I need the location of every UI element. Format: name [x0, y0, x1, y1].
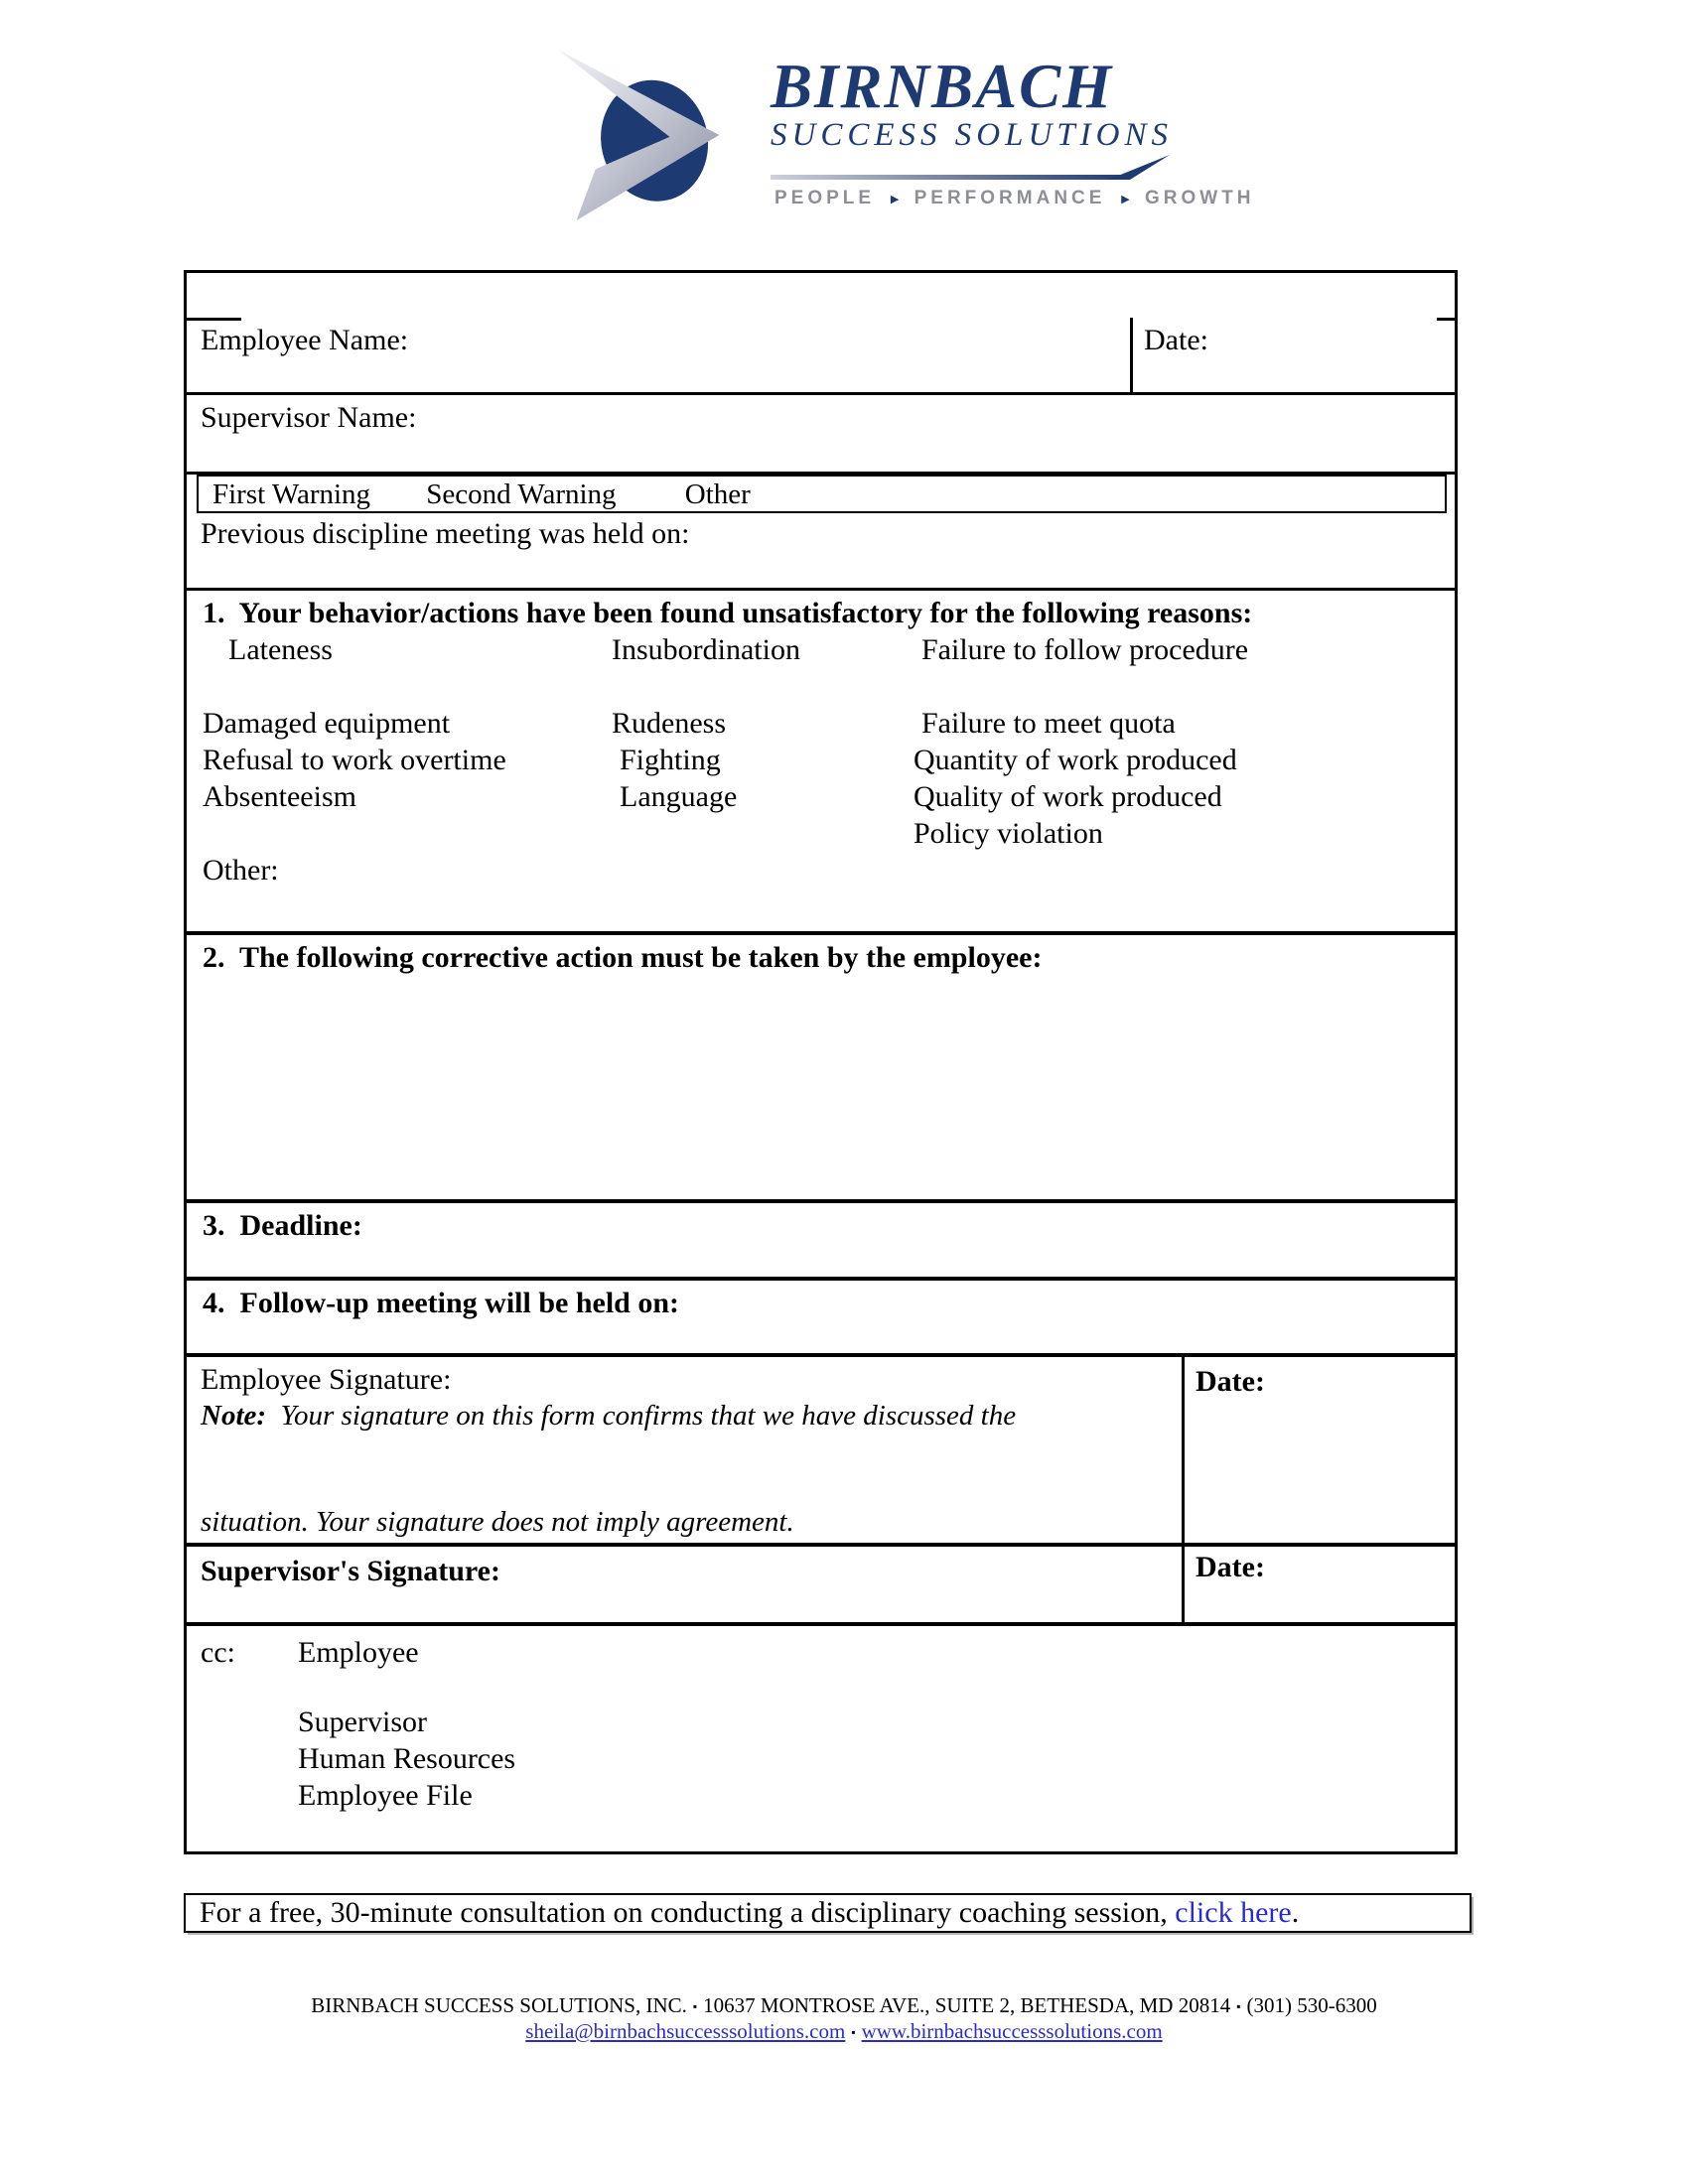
reason-row: [187, 778, 1455, 815]
page-footer: [0, 1993, 1688, 2045]
triangle-separator-icon: ▸: [1121, 191, 1129, 207]
cc-label: cc:: [201, 1636, 235, 1669]
section-4-follow-up: [187, 1281, 1455, 1357]
reason-row: [187, 631, 1455, 668]
section-2-heading: 2. The following corrective action must be taken by the employee:: [203, 941, 1043, 974]
consultation-banner: [184, 1893, 1472, 1933]
footer-email-link[interactable]: sheila@birnbachsuccesssolutions.com: [525, 2019, 846, 2043]
reason-row: [187, 742, 1455, 778]
warning-options: [197, 475, 1447, 513]
cc-item: Employee File: [298, 1779, 473, 1812]
previous-meeting-row: [187, 513, 1455, 591]
section-3-deadline: [187, 1203, 1455, 1281]
consultation-period: .: [1291, 1896, 1300, 1929]
footer-phone: (301) 530-6300: [1246, 1993, 1377, 2017]
triangle-separator-icon: ▸: [891, 191, 899, 207]
section-2-corrective-action: [187, 935, 1455, 1203]
note-text: Your signature on this form confirms that we have discussed the: [266, 1400, 1017, 1432]
tagline-word: PERFORMANCE: [914, 188, 1106, 208]
logo-tagline: [774, 188, 1255, 209]
logo-subtitle: SUCCESS SOLUTIONS: [771, 117, 1173, 153]
reason-item: Absenteeism: [203, 780, 356, 813]
section-1-heading: 1. Your behavior/actions have been found unsatisfactory for the following reasons:: [203, 597, 1253, 629]
tagline-word: GROWTH: [1144, 188, 1255, 208]
cc-row: [187, 1626, 1455, 1814]
logo-swoosh-rule-icon: [771, 155, 1170, 185]
cc-line: [187, 1634, 1455, 1671]
other-label: Other:: [203, 854, 279, 887]
reason-row: [187, 815, 1455, 852]
note-label: Note:: [201, 1400, 267, 1432]
logo-brand-name: BIRNBACH: [771, 52, 1114, 121]
blank-line: [187, 668, 1455, 705]
note-text-continued: situation. Your signature does not imply agreement.: [201, 1506, 794, 1538]
reason-item: Failure to follow procedure: [921, 633, 1249, 666]
reason-item: Fighting: [620, 744, 721, 776]
footer-address-line: [0, 1993, 1688, 2019]
warning-option-other: Other: [684, 478, 751, 510]
previous-meeting-label: Previous discipline meeting was held on:: [201, 517, 690, 550]
date-label: Date:: [1196, 1365, 1265, 1398]
corner-tick-mark: [1437, 318, 1455, 321]
reason-item: Refusal to work overtime: [203, 744, 506, 776]
supervisor-name-row: [187, 395, 1455, 475]
footer-links-line: [0, 2019, 1688, 2045]
column-divider: [1130, 318, 1133, 392]
other-row: [187, 852, 1455, 888]
square-separator-icon: ▪: [692, 1999, 698, 2013]
reason-item: Damaged equipment: [203, 707, 451, 740]
date-label: Date:: [1196, 1551, 1265, 1583]
square-separator-icon: ▪: [1236, 1999, 1241, 2013]
section-1-reasons: [187, 591, 1455, 935]
supervisor-signature-row: [187, 1547, 1455, 1626]
cc-item: Human Resources: [298, 1742, 516, 1775]
warning-type-row: [187, 475, 1455, 513]
reason-item: Language: [620, 780, 738, 813]
reason-item: Policy violation: [914, 817, 1103, 850]
reason-item: Lateness: [228, 633, 333, 666]
supervisor-signature-label: Supervisor's Signature:: [201, 1555, 500, 1587]
section-3-heading: 3. Deadline:: [203, 1209, 362, 1242]
disciplinary-form-table: [184, 270, 1458, 1854]
employee-name-label: Employee Name:: [201, 324, 409, 356]
reason-item: Quantity of work produced: [914, 744, 1237, 776]
column-divider: [1182, 1357, 1185, 1543]
top-empty-strip: [187, 273, 1455, 318]
reason-item: Insubordination: [612, 633, 800, 666]
supervisor-name-label: Supervisor Name:: [201, 401, 417, 434]
signature-note: [187, 1398, 1455, 1434]
warning-option-second: Second Warning: [426, 478, 617, 510]
tagline-word: PEOPLE: [774, 188, 876, 208]
company-logo: [548, 44, 1255, 224]
warning-option-first: First Warning: [212, 478, 371, 510]
column-divider: [1182, 1547, 1185, 1622]
reason-item: Quality of work produced: [914, 780, 1222, 813]
date-label: Date:: [1144, 324, 1208, 356]
corner-tick-mark: [187, 318, 241, 321]
employee-name-row: [187, 318, 1455, 395]
reason-item: Rudeness: [612, 707, 726, 740]
employee-signature-label: Employee Signature:: [201, 1363, 452, 1396]
blank-line: [187, 1671, 1455, 1704]
employee-signature-row: [187, 1357, 1455, 1547]
cc-item: Supervisor: [298, 1706, 427, 1738]
birnbach-arrow-oval-icon: [548, 44, 765, 224]
footer-address: 10637 MONTROSE AVE., SUITE 2, BETHESDA, MD 20814: [703, 1993, 1231, 2017]
click-here-link[interactable]: click here: [1175, 1896, 1292, 1929]
section-4-heading: 4. Follow-up meeting will be held on:: [203, 1287, 680, 1319]
reason-row: [187, 705, 1455, 742]
logo-text-block: [771, 52, 1255, 209]
consultation-text: For a free, 30-minute consultation on conducting a disciplinary coaching session,: [200, 1896, 1176, 1929]
reason-item: Failure to meet quota: [921, 707, 1176, 740]
square-separator-icon: ▪: [851, 2025, 856, 2039]
cc-item: Employee: [298, 1636, 419, 1669]
footer-company: BIRNBACH SUCCESS SOLUTIONS, INC.: [311, 1993, 687, 2017]
footer-website-link[interactable]: www.birnbachsuccesssolutions.com: [861, 2019, 1163, 2043]
